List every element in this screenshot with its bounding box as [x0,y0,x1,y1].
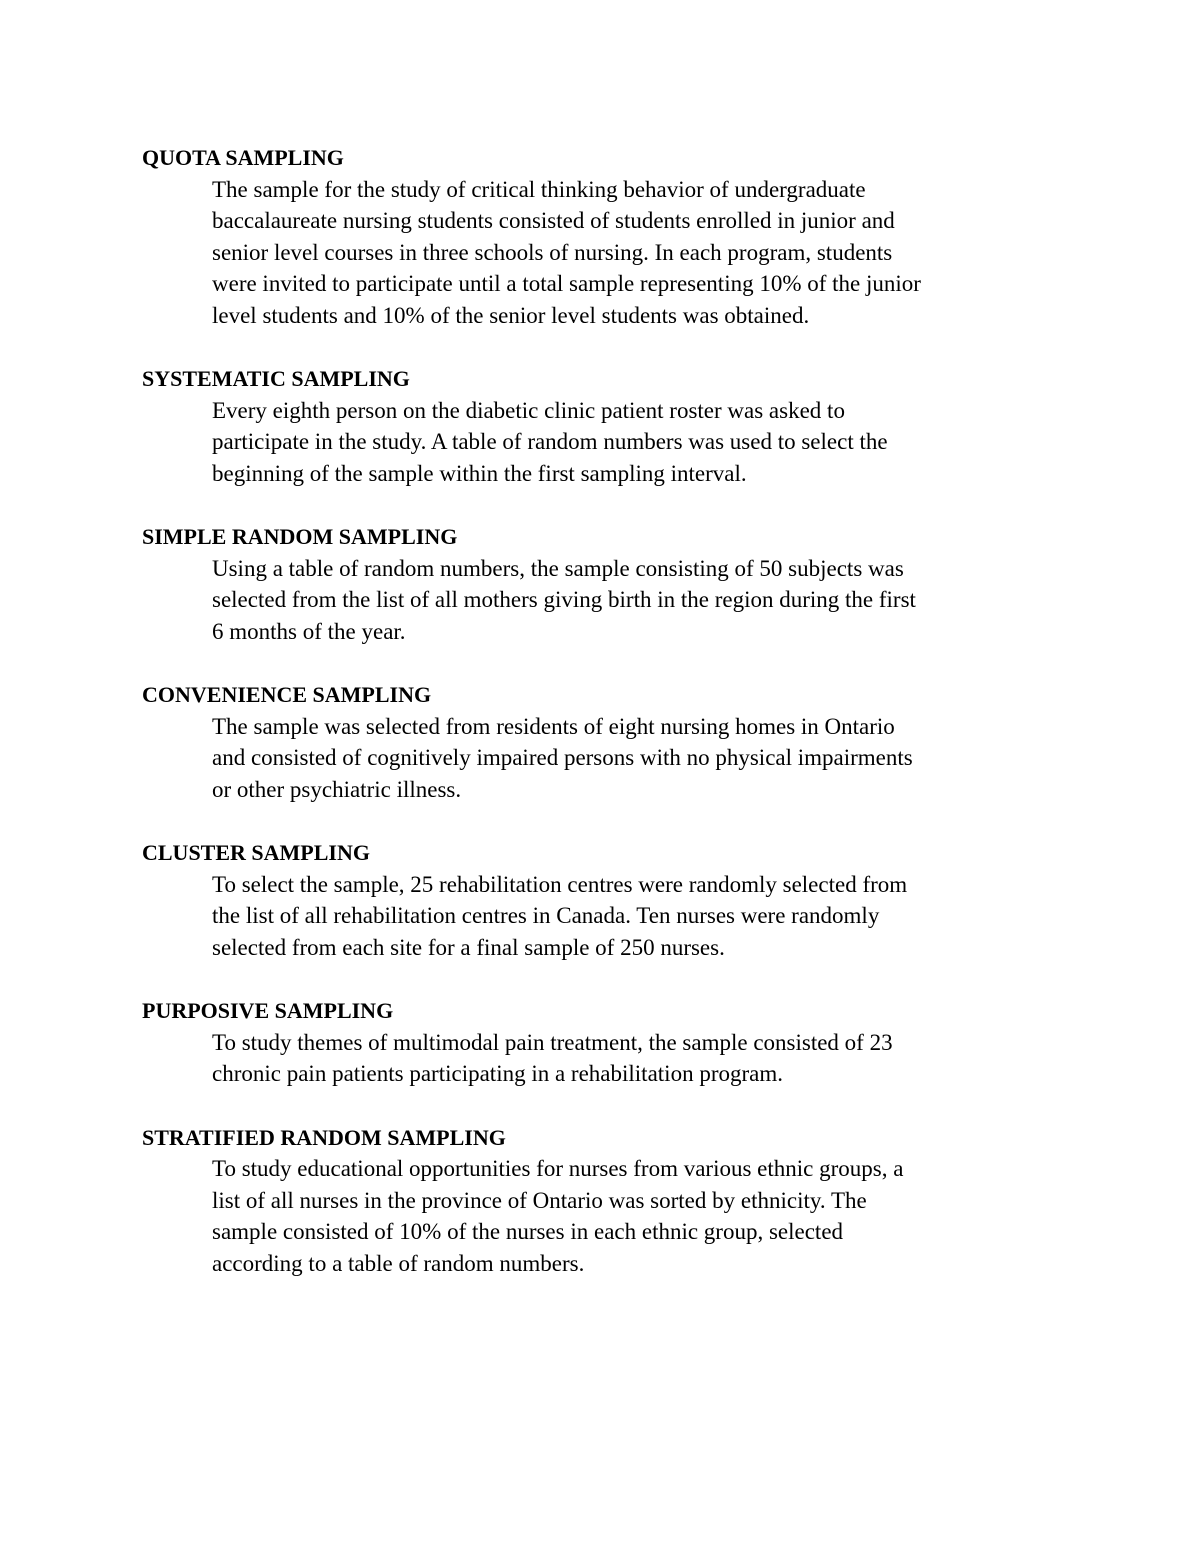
section-convenience-sampling [142,679,1102,805]
body-line: and consisted of cognitively impaired persons with no physical impairments [212,745,913,770]
section-simple-random-sampling [142,521,1102,647]
body-line: participate in the study. A table of random numbers was used to select the [212,429,888,454]
section-body [212,395,1102,490]
section-heading: SIMPLE RANDOM SAMPLING [142,524,458,549]
body-line: chronic pain patients participating in a rehabilitation program. [212,1061,783,1086]
section-heading: SYSTEMATIC SAMPLING [142,366,410,391]
body-line: Every eighth person on the diabetic clinic patient roster was asked to [212,397,845,423]
body-line: level students and 10% of the senior level students was obtained. [212,302,810,328]
section-body [212,869,1102,964]
body-line: the list of all rehabilitation centres in Canada. Ten nurses were randomly [212,903,880,928]
body-line: To select the sample, 25 rehabilitation centres were randomly selected from [212,871,908,897]
section-body [212,1153,1102,1279]
body-line: baccalaureate nursing students consisted of students enrolled in junior and [212,208,895,233]
body-line: sample consisted of 10% of the nurses in each ethnic group, selected [212,1219,844,1244]
section-heading: STRATIFIED RANDOM SAMPLING [142,1124,506,1150]
body-line: beginning of the sample within the first sampling interval. [212,460,747,486]
section-heading: PURPOSIVE SAMPLING [142,998,394,1023]
section-stratified-random-sampling [142,1122,1102,1280]
body-line: To study educational opportunities for nurses from various ethnic groups, a [212,1156,904,1181]
section-heading: CLUSTER SAMPLING [142,840,370,865]
body-line: selected from the list of all mothers giving birth in the region during the first [212,587,916,612]
body-line: according to a table of random numbers. [212,1250,585,1276]
section-systematic-sampling [142,363,1102,489]
body-line: Using a table of random numbers, the sample consisting of 50 subjects was [212,555,904,581]
body-line: The sample for the study of critical thinking behavior of undergraduate [212,176,866,202]
body-line: 6 months of the year. [212,618,406,644]
body-line: selected from each site for a final sample of 250 nurses. [212,934,725,960]
section-body [212,553,1102,648]
section-heading: CONVENIENCE SAMPLING [142,682,432,707]
body-line: To study themes of multimodal pain treatment, the sample consisted of 23 [212,1029,893,1055]
document-content [142,142,1102,1311]
section-body [212,1027,1102,1090]
section-body [212,711,1102,806]
section-heading: QUOTA SAMPLING [142,145,344,170]
body-line: The sample was selected from residents of eight nursing homes in Ontario [212,713,895,739]
body-line: were invited to participate until a total sample representing 10% of the junior [212,271,921,296]
body-line: list of all nurses in the province of Ontario was sorted by ethnicity. The [212,1187,867,1213]
section-body [212,174,1102,332]
section-cluster-sampling [142,837,1102,963]
section-purposive-sampling [142,995,1102,1090]
body-line: senior level courses in three schools of nursing. In each program, students [212,239,893,265]
body-line: or other psychiatric illness. [212,776,462,802]
section-quota-sampling [142,142,1102,331]
